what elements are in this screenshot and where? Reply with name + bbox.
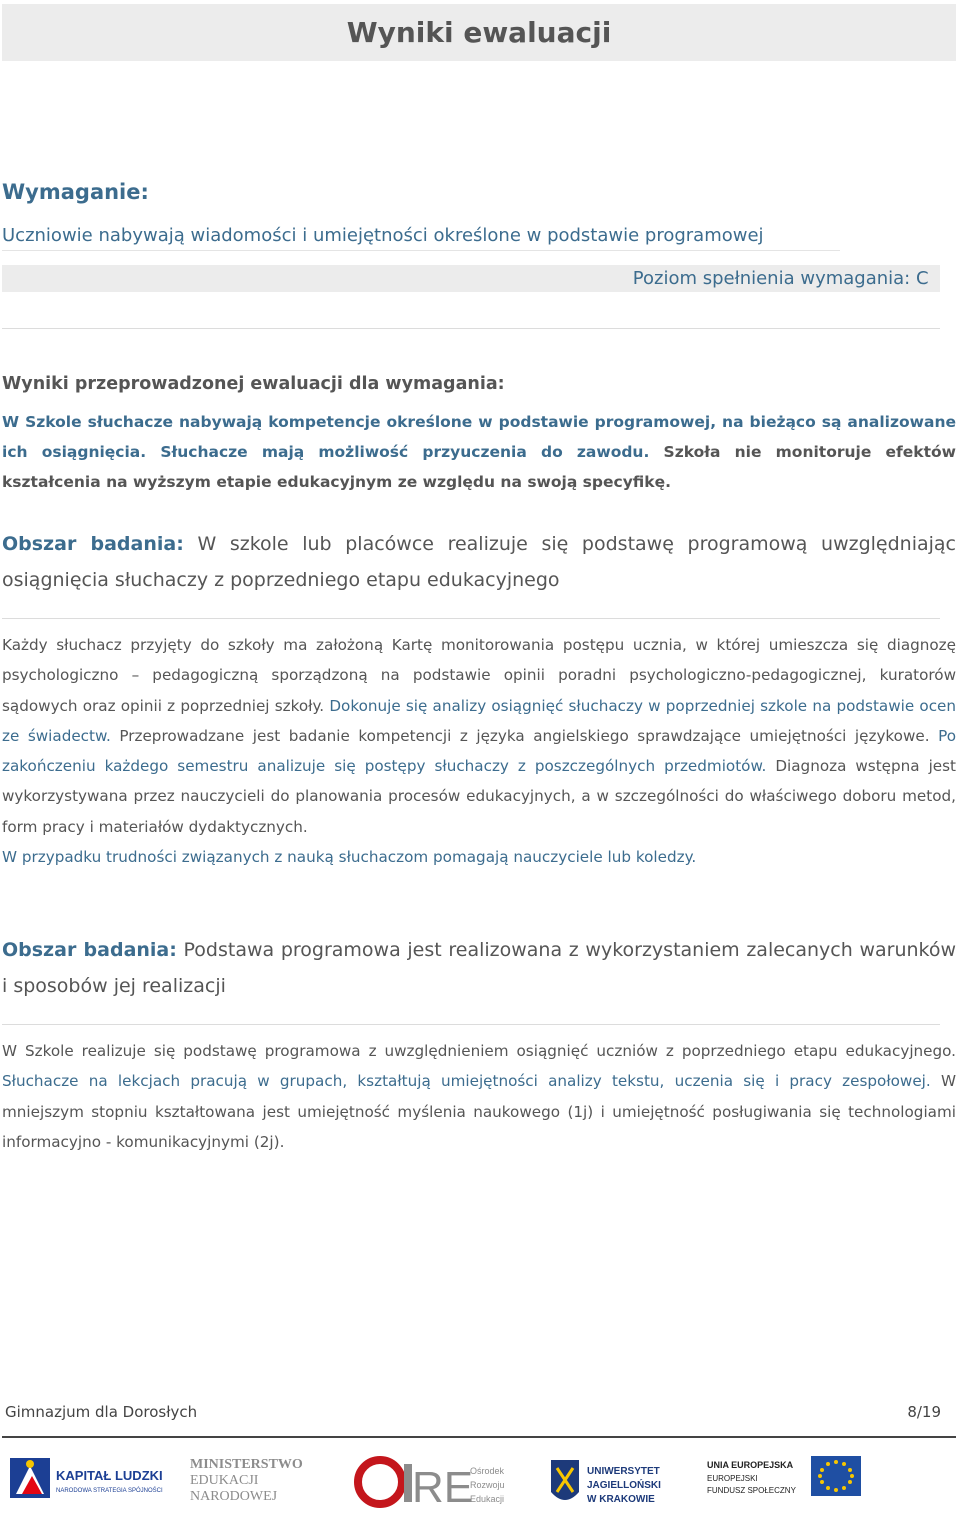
svg-text:FUNDUSZ SPOŁECZNY: FUNDUSZ SPOŁECZNY — [707, 1486, 796, 1495]
kapital-ludzki-logo — [8, 1448, 178, 1520]
divider — [2, 1024, 940, 1025]
area-title: Podstawa programowa jest realizowana z wykorzystaniem zalecanych warunków i sposobów jej realizacji — [2, 939, 957, 997]
requirement-level-text: Poziom spełnienia wymagania: C — [632, 268, 929, 289]
svg-text:UNIA EUROPEJSKA: UNIA EUROPEJSKA — [707, 1460, 794, 1470]
page-footer — [5, 1403, 941, 1421]
area-title: W szkole lub placówce realizuje się podstawę programową uwzględniając osiągnięcia słuchaczy z poprzedniego etapu edukacyjnego — [2, 533, 957, 591]
requirement-text: Uczniowie nabywają wiadomości i umiejętności określone w podstawie programowej — [2, 222, 840, 251]
svg-text:Edukacji: Edukacji — [470, 1494, 505, 1504]
uj-logo — [545, 1448, 685, 1520]
area-label: Obszar badania: — [2, 939, 177, 961]
area-sentence: W przypadku trudności związanych z nauką słuchaczom pomagają nauczyciele lub koledzy. — [2, 848, 697, 867]
area-sentence: Po zakończeniu każdego semestru analizuje się postępy słuchaczy z poszczególnych przedmiotów. — [2, 726, 957, 776]
results-sentence: Szkoła nie monitoruje efektów kształcenia na wyższym etapie edukacyjnym ze względu na swoją specyfikę. — [2, 443, 956, 491]
footer-school: Gimnazjum dla Dorosłych — [5, 1403, 198, 1421]
svg-text:Ośrodek: Ośrodek — [470, 1466, 505, 1476]
divider — [2, 618, 940, 619]
area-sentence: W Szkole realizuje się podstawę programowa z uwzględnieniem osiągnięć uczniów z poprzedniego etapu edukacyjnego. — [2, 1042, 956, 1060]
svg-text:NARODOWA STRATEGIA SPÓJNOŚCI: NARODOWA STRATEGIA SPÓJNOŚCI — [56, 1488, 163, 1494]
svg-text:EDUKACJI: EDUKACJI — [190, 1473, 259, 1488]
page-title: Wyniki ewaluacji — [346, 16, 612, 49]
area-sentence: Przeprowadzane jest badanie kompetencji z języka angielskiego sprawdzające umiejętności językowe. — [119, 726, 930, 745]
divider — [2, 328, 940, 329]
footer-divider — [2, 1436, 956, 1438]
research-area-1 — [2, 526, 956, 598]
results-text — [2, 407, 956, 497]
area-1-text — [2, 630, 956, 872]
svg-text:Rozwoju: Rozwoju — [470, 1480, 505, 1490]
sponsor-logos — [0, 1448, 960, 1520]
svg-text:KAPITAŁ LUDZKI: KAPITAŁ LUDZKI — [56, 1468, 163, 1483]
svg-text:NARODOWEJ: NARODOWEJ — [190, 1489, 278, 1504]
svg-text:MINISTERSTWO: MINISTERSTWO — [190, 1457, 303, 1472]
area-sentence: Słuchacze na lekcjach pracują w grupach, kształtują umiejętności analizy tekstu, uczenia się i pracy zespołowej. — [2, 1072, 931, 1091]
results-heading: Wyniki przeprowadzonej ewaluacji dla wymagania: — [2, 374, 505, 394]
eu-logo — [705, 1448, 865, 1520]
area-2-text — [2, 1036, 956, 1157]
svg-text:JAGIELLOŃSKI: JAGIELLOŃSKI — [587, 1480, 661, 1491]
svg-text:RE: RE — [412, 1463, 474, 1512]
ore-logo — [348, 1448, 528, 1520]
svg-text:W KRAKOWIE: W KRAKOWIE — [587, 1494, 655, 1505]
footer-page-number: 8/19 — [907, 1403, 941, 1421]
requirement-level — [2, 265, 940, 292]
men-logo — [188, 1448, 313, 1520]
title-bar — [2, 4, 956, 61]
svg-text:UNIWERSYTET: UNIWERSYTET — [587, 1466, 660, 1477]
research-area-2 — [2, 932, 956, 1004]
area-sentence: Dokonuje się analizy osiągnięć słuchaczy w poprzedniej szkole na podstawie ocen ze świadectw. — [2, 696, 957, 745]
requirement-heading: Wymaganie: — [2, 180, 149, 204]
area-sentence: W mniejszym stopniu kształtowana jest umiejętność myślenia naukowego (1j) i umiejętność posługiwania się technologiami informacyjno - komunikacyjnymi (2j). — [2, 1072, 956, 1151]
results-sentence: W Szkole słuchacze nabywają kompetencje określone w podstawie programowej, na bieżąco są analizowane ich osiągnięcia. Słuchacze mają możliwość przyuczenia do zawodu. — [2, 413, 956, 461]
svg-text:EUROPEJSKI: EUROPEJSKI — [707, 1474, 758, 1483]
area-sentence: Diagnoza wstępna jest wykorzystywana przez nauczycieli do planowania procesów edukacyjnych, a w szczególności do właściwego doboru metod, form pracy i materiałów dydaktycznych. — [2, 757, 957, 836]
area-label: Obszar badania: — [2, 533, 184, 555]
area-sentence: Każdy słuchacz przyjęty do szkoły ma założoną Kartę monitorowania postępu ucznia, w której umieszcza się diagnozę psychologiczno – pedagogiczną sporządzoną na podstawie opinii poradni psychologiczno-pedagogicznej, kuratorów sądowych oraz opinii z poprzedniej szkoły. — [2, 636, 956, 715]
